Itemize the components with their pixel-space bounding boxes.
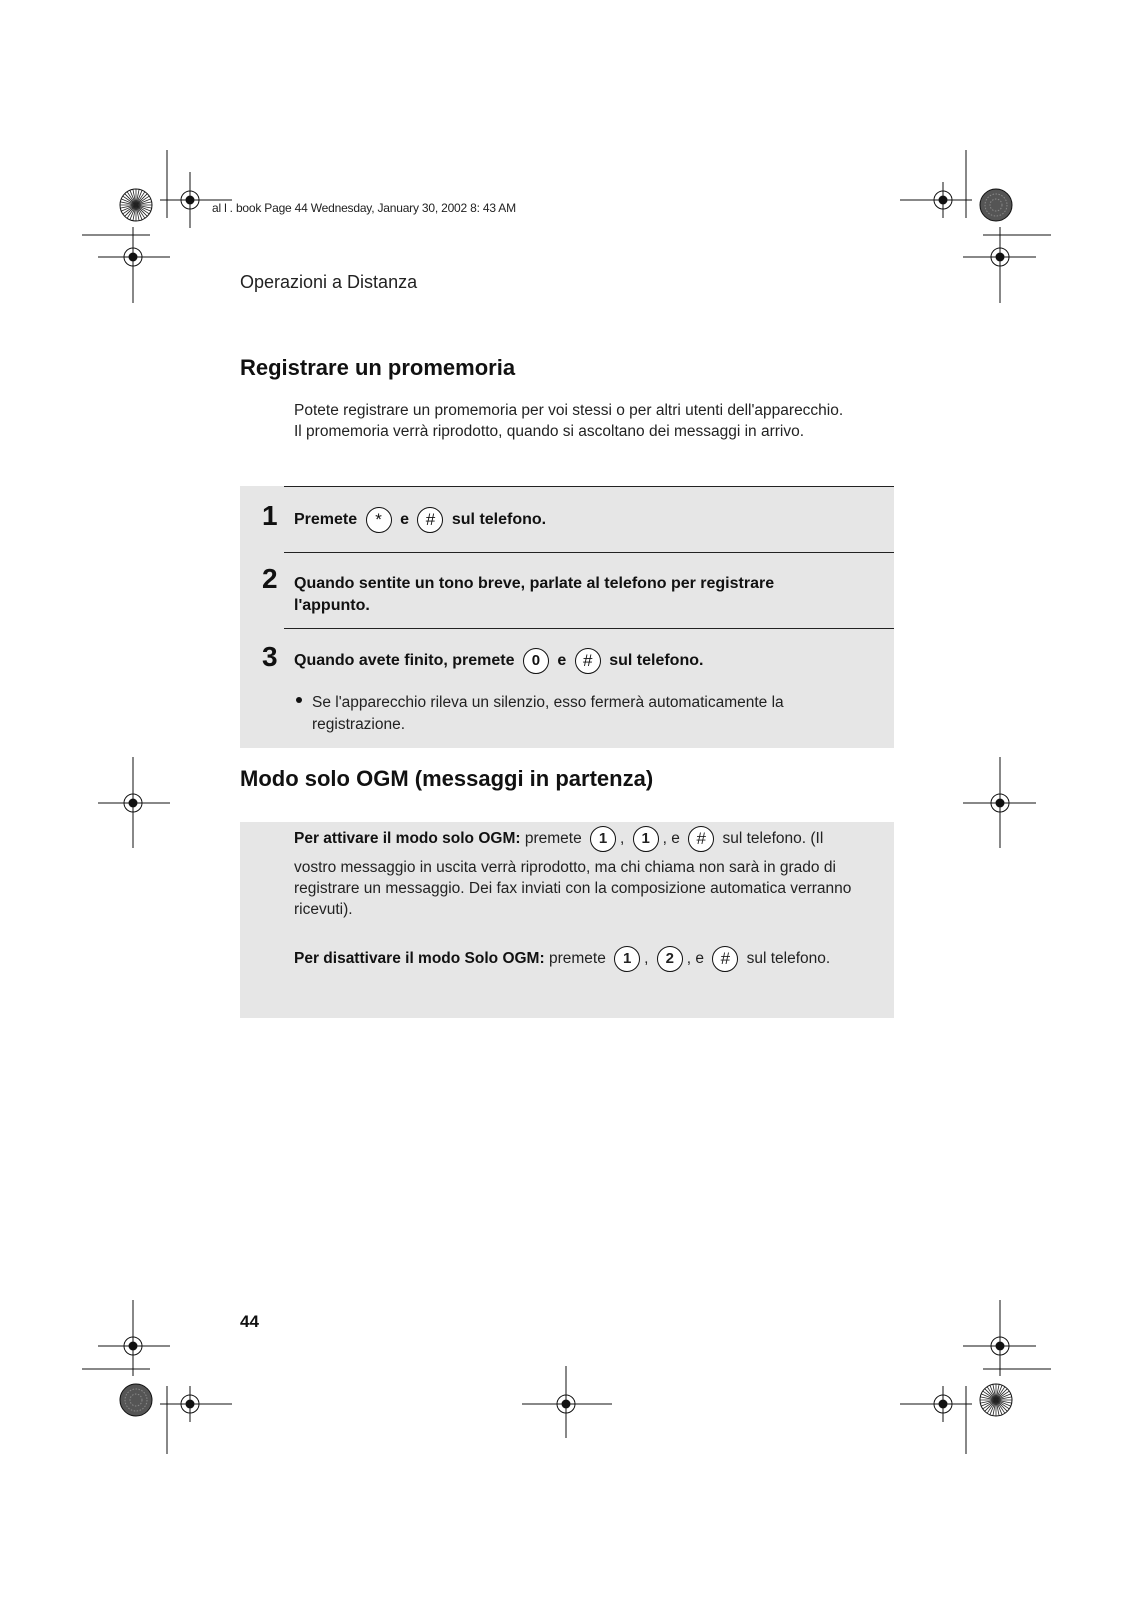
- print-meta-line: al l . book Page 44 Wednesday, January 30, 2002 8: 43 AM: [212, 201, 516, 215]
- step-1-text: [294, 507, 546, 533]
- hash-key-icon: #: [688, 826, 714, 852]
- step-text-mid: e: [557, 652, 567, 670]
- two-key-icon: 2: [657, 946, 683, 972]
- ogm-activate-description: vostro messaggio in uscita verrà riprodotto, ma chi chiama non sarà in grado di registrare un messaggio. Dei fax inviati con la composizione automatica verranno ricevuti).: [294, 859, 852, 918]
- step-text-after: sul telefono.: [451, 511, 547, 529]
- ogm-activate-after: sul telefono. (Il: [722, 830, 824, 848]
- ogm-deactivate-label: Per disattivare il modo Solo OGM:: [294, 950, 545, 968]
- step-number: 2: [262, 563, 278, 594]
- one-key-icon: 1: [590, 826, 616, 852]
- one-key-icon: 1: [633, 826, 659, 852]
- memo-heading: Registrare un promemoria: [240, 355, 516, 380]
- step-3-text: [294, 648, 703, 674]
- one-key-icon: 1: [614, 946, 640, 972]
- separator: ,: [620, 830, 625, 848]
- step-text-mid: e: [400, 511, 409, 529]
- ogm-heading: Modo solo OGM (messaggi in partenza): [240, 766, 654, 791]
- step-3-note: Se l'apparecchio rileva un silenzio, esso fermerà automaticamente la registrazione.: [312, 694, 784, 733]
- step-number: 3: [262, 641, 278, 672]
- separator: , e: [662, 830, 680, 848]
- ogm-premete: premete: [548, 950, 606, 968]
- zero-key-icon: 0: [523, 648, 549, 674]
- step-text-before: Quando avete finito, premete: [294, 652, 515, 670]
- step-divider: [284, 552, 894, 553]
- hash-key-icon: #: [575, 648, 601, 674]
- bullet-icon: [296, 697, 302, 703]
- step-divider: [284, 486, 894, 487]
- page-number: 44: [240, 1312, 259, 1331]
- step-text-after: sul telefono.: [609, 652, 704, 670]
- step-text-before: Premete: [294, 511, 358, 529]
- ogm-premete: premete: [524, 830, 582, 848]
- memo-intro: Potete registrare un promemoria per voi stessi o per altri utenti dell'apparecchio. Il promemoria verrà riprodotto, quando si ascoltano dei messaggi in arrivo.: [294, 402, 844, 440]
- hash-key-icon: #: [712, 946, 738, 972]
- step-divider: [284, 628, 894, 629]
- running-header: Operazioni a Distanza: [240, 272, 418, 292]
- step-number: 1: [262, 500, 278, 531]
- step-2-text: Quando sentite un tono breve, parlate al telefono per registrare l'appunto.: [294, 575, 775, 614]
- ogm-activate-line: [294, 826, 823, 852]
- ogm-deactivate-line: [294, 946, 830, 972]
- hash-key-icon: #: [417, 507, 443, 533]
- separator: ,: [644, 950, 649, 968]
- ogm-activate-label: Per attivare il modo solo OGM:: [294, 830, 521, 848]
- separator: , e: [686, 950, 704, 968]
- ogm-deactivate-after: sul telefono.: [746, 950, 831, 968]
- star-key-icon: *: [366, 507, 392, 533]
